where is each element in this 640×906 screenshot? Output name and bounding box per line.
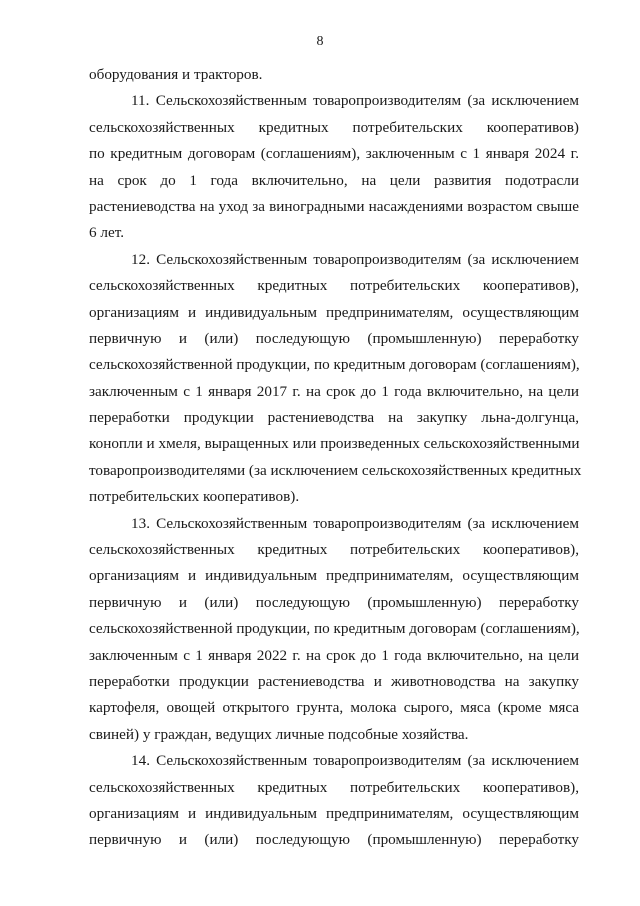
paragraph-line: сельскохозяйственной продукции, по кредитным договорам (соглашениям), [89,356,580,374]
paragraph-line: переработки продукции растениеводства и животноводства на закупку [89,672,579,690]
paragraph-14-first-line: 14. Сельскохозяйственным товаропроизводителям (за исключением [131,752,579,770]
paragraph-line: конопли и хмеля, выращенных или произведенных сельскохозяйственными [89,435,580,453]
paragraph-line: организациям и индивидуальным предпринимателям, осуществляющим [89,567,579,585]
paragraph-11-first-line: 11. Сельскохозяйственным товаропроизводителям (за исключением [131,92,579,110]
paragraph-line: оборудования и тракторов. [89,66,263,83]
paragraph-13-first-line: 13. Сельскохозяйственным товаропроизводителям (за исключением [131,514,579,532]
paragraph-line: на срок до 1 года включительно, на цели развития подотрасли [89,171,579,189]
paragraph-line: картофеля, овощей открытого грунта, молока сырого, мяса (кроме мяса [89,699,579,717]
paragraph-line: 6 лет. [89,224,125,242]
paragraph-line: сельскохозяйственной продукции, по кредитным договорам (соглашениям), [89,620,580,638]
paragraph-line: первичную и (или) последующую (промышленную) переработку [89,831,579,849]
paragraph-line: организациям и индивидуальным предпринимателям, осуществляющим [89,303,579,321]
paragraph-line: свиней) у граждан, ведущих личные подсобные хозяйства. [89,725,469,743]
paragraph-12-first-line: 12. Сельскохозяйственным товаропроизводителям (за исключением [131,250,579,268]
paragraph-line: заключенным с 1 января 2017 г. на срок до 1 года включительно, на цели [89,382,579,400]
paragraph-line: растениеводства на уход за виноградными насаждениями возрастом свыше [89,197,579,215]
paragraph-line: первичную и (или) последующую (промышленную) переработку [89,329,579,347]
paragraph-line: сельскохозяйственных кредитных потребительских кооперативов), [89,541,579,559]
paragraph-line: заключенным с 1 января 2022 г. на срок до 1 года включительно, на цели [89,646,579,664]
page-number: 8 [316,34,324,49]
paragraph-line: потребительских кооперативов). [89,488,300,506]
paragraph-line: сельскохозяйственных кредитных потребительских кооперативов) [89,118,579,136]
paragraph-line: товаропроизводителями (за исключением сельскохозяйственных кредитных [89,461,582,479]
paragraph-line: организациям и индивидуальным предпринимателям, осуществляющим [89,804,579,822]
paragraph-line: по кредитным договорам (соглашениям), заключенным с 1 января 2024 г. [89,145,579,163]
paragraph-line: первичную и (или) последующую (промышленную) переработку [89,593,579,611]
document-body [89,62,582,854]
paragraph-line: сельскохозяйственных кредитных потребительских кооперативов), [89,778,579,796]
paragraph-line: сельскохозяйственных кредитных потребительских кооперативов), [89,277,579,295]
paragraph-line: переработки продукции растениеводства на закупку льна-долгунца, [89,409,579,427]
